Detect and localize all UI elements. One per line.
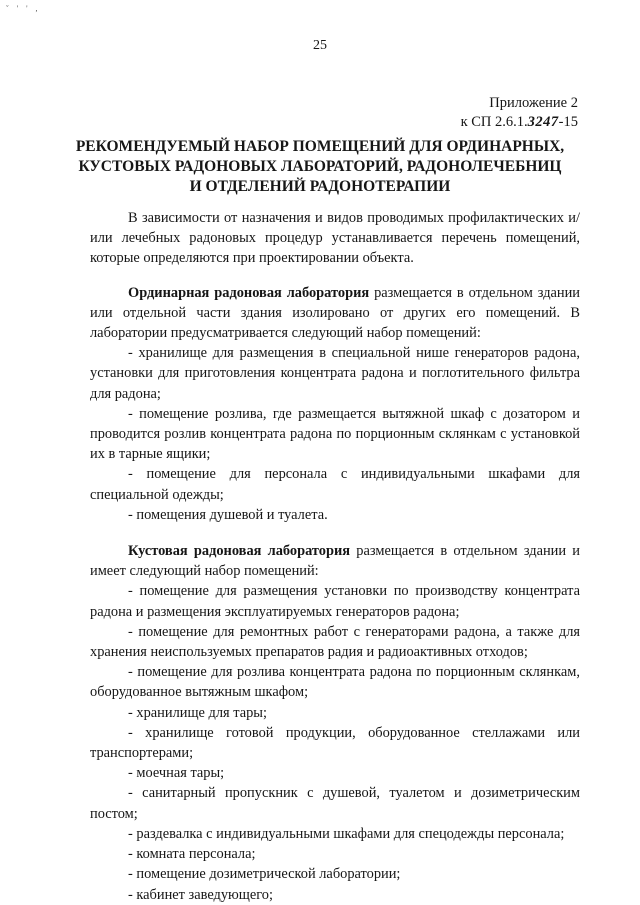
handwritten-number: 3247 [527, 114, 559, 130]
list-item: - помещение для размещения установки по производству концентрата радона и размещения эксплуатируемых генераторов радона; [90, 583, 580, 620]
appendix-document-number [461, 113, 578, 132]
page-number: 25 [313, 38, 327, 53]
list-item: - хранилище для тары; [128, 704, 267, 721]
appendix-reference [461, 94, 578, 132]
scan-corner-marks: ˇ ' ' , [6, 4, 41, 13]
document-body [90, 208, 580, 905]
list-item: - моечная тары; [128, 765, 225, 782]
list-item: - помещение дозиметрической лаборатории; [128, 866, 401, 883]
list-item: - кабинет заведующего; [128, 886, 274, 903]
cluster-lab-lead: размещается в отдельном здании и имеет следующий набор помещений: [90, 543, 580, 580]
list-item: - помещение розлива, где размещается вытяжной шкаф с дозатором и проводится розлив концентрата радона по порционным склянкам с установкой их в тарные ящики; [90, 405, 580, 463]
title-line: РЕКОМЕНДУЕМЫЙ НАБОР ПОМЕЩЕНИЙ ДЛЯ ОРДИНАРНЫХ, [75, 138, 565, 155]
cluster-lab-paragraph [90, 541, 580, 581]
list-item: - комната персонала; [128, 846, 256, 863]
ordinary-lab-paragraph [90, 283, 580, 344]
document-title [70, 137, 570, 197]
list-item: - раздевалка с индивидуальными шкафами для спецодежды персонала; [128, 825, 565, 842]
title-line: И ОТДЕЛЕНИЙ РАДОНОТЕРАПИИ [189, 178, 451, 195]
list-item: - хранилище для размещения в специальной нише генераторов радона, установки для приготовления концентрата радона и поглотительного фильтра для радона; [90, 345, 580, 402]
list-item: - помещение для ремонтных работ с генераторами радона, а также для хранения неиспользуемых препаратов радия и радиоактивных отходов; [90, 623, 580, 661]
list-item: - санитарный пропускник с душевой, туалетом и дозиметрическим постом; [90, 785, 580, 822]
list-item: - хранилище готовой продукции, оборудованное стеллажами или транспортерами; [90, 724, 580, 762]
title-line: КУСТОВЫХ РАДОНОВЫХ ЛАБОРАТОРИЙ, РАДОНОЛЕЧЕБНИЦ [78, 158, 562, 175]
intro-paragraph: В зависимости от назначения и видов проводимых профилактических и/или лечебных радоновых процедур устанавливается перечень помещений, которые определяются при проектировании объекта. [90, 210, 580, 267]
list-item: - помещения душевой и туалета. [128, 506, 328, 523]
document-code-suffix: -15 [558, 114, 578, 130]
ordinary-lab-lead: размещается в отдельном здании или отдельной части здания изолировано от других его помещений. В лаборатории предусматривается следующий набор помещений: [90, 284, 581, 342]
document-code-prefix: к СП 2.6.1. [460, 114, 528, 130]
appendix-label: Приложение 2 [489, 95, 578, 111]
list-item: - помещение для розлива концентрата радона по порционным склянкам, оборудованное вытяжным шкафом; [90, 664, 580, 701]
cluster-lab-heading: Кустовая радоновая лаборатория [128, 543, 351, 560]
list-item: - помещение для персонала с индивидуальными шкафами для специальной одежды; [90, 466, 580, 503]
ordinary-lab-heading: Ординарная радоновая лаборатория [128, 284, 370, 301]
